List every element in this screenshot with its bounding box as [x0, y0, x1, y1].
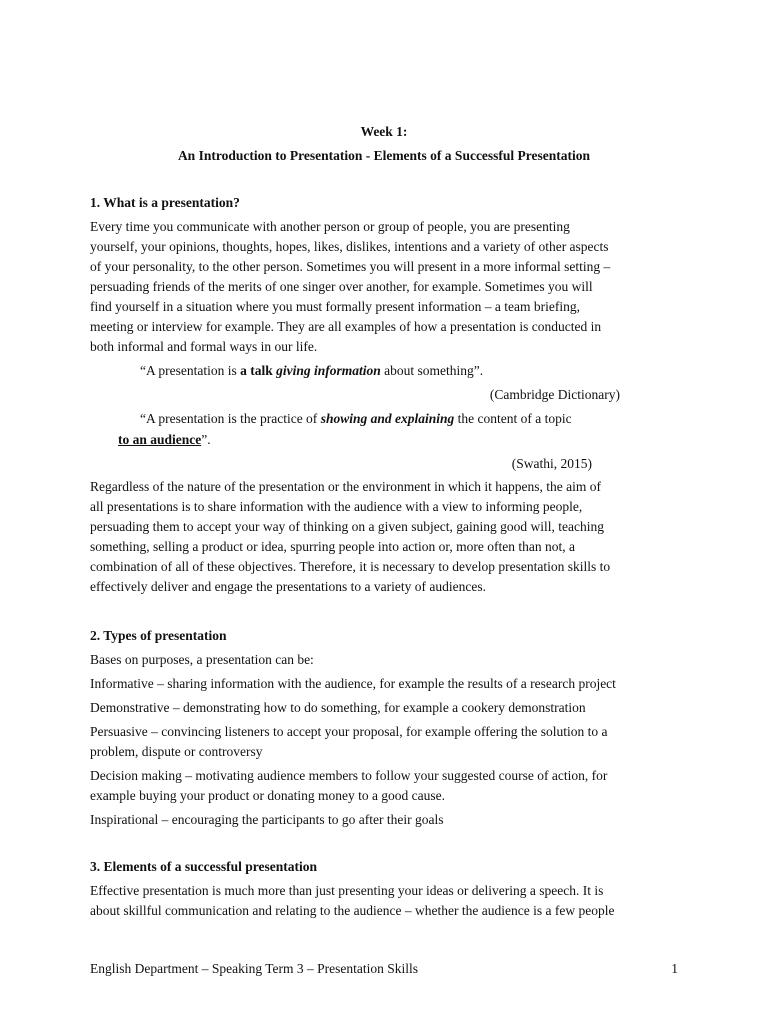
- body-line: Regardless of the nature of the presentation or the environment in which it happens, the aim of: [90, 479, 601, 494]
- section-1-heading: 1. What is a presentation?: [90, 195, 240, 210]
- presentation-type-item: Inspirational – encouraging the participants to go after their goals: [90, 812, 444, 827]
- body-line: combination of all of these objectives. Therefore, it is necessary to develop presentation skills to: [90, 559, 611, 574]
- quote-source-swathi: (Swathi, 2015): [511, 456, 592, 471]
- body-line: yourself, your opinions, thoughts, hopes, likes, dislikes, intentions and a variety of other aspects: [90, 239, 609, 254]
- presentation-type-item-cont: problem, dispute or controversy: [90, 744, 263, 759]
- page-number: 1: [671, 961, 678, 976]
- body-line: something, selling a product or idea, spurring people into action or, more often than not, a: [90, 539, 575, 554]
- definition-quote-swathi-line2: to an audience”.: [118, 432, 211, 447]
- document-title: An Introduction to Presentation - Elements of a Successful Presentation: [177, 148, 591, 163]
- presentation-type-item: Decision making – motivating audience members to follow your suggested course of action, for: [90, 768, 608, 783]
- presentation-type-item: Persuasive – convincing listeners to accept your proposal, for example offering the solution to a: [90, 724, 608, 739]
- week-label: Week 1:: [360, 124, 408, 139]
- body-line: effectively deliver and engage the presentations to a variety of audiences.: [90, 579, 486, 594]
- section-2-heading: 2. Types of presentation: [90, 628, 227, 643]
- quote-source-cambridge: (Cambridge Dictionary): [489, 387, 620, 402]
- body-line: about skillful communication and relating to the audience – whether the audience is a few people: [90, 903, 615, 918]
- presentation-type-item-cont: example buying your product or donating money to a good cause.: [90, 788, 446, 803]
- body-line: meeting or interview for example. They are all examples of how a presentation is conducted in: [90, 319, 602, 334]
- body-line: persuading friends of the merits of one singer over another, for example. Sometimes you will: [90, 279, 593, 294]
- section-2-intro: Bases on purposes, a presentation can be:: [90, 652, 314, 667]
- body-line: all presentations is to share information with the audience with a view to informing people,: [90, 499, 583, 514]
- section-3-heading: 3. Elements of a successful presentation: [90, 859, 317, 874]
- presentation-type-item: Demonstrative – demonstrating how to do something, for example a cookery demonstration: [90, 700, 586, 715]
- definition-quote-cambridge: “A presentation is a talk giving information about something”.: [140, 363, 484, 378]
- body-line: Effective presentation is much more than just presenting your ideas or delivering a speech. It is: [90, 883, 604, 898]
- presentation-type-item: Informative – sharing information with the audience, for example the results of a research project: [90, 676, 616, 691]
- footer-text: English Department – Speaking Term 3 – Presentation Skills: [90, 961, 419, 976]
- body-line: persuading them to accept your way of thinking on a given subject, gaining good will, teaching: [90, 519, 605, 534]
- body-line: find yourself in a situation where you must formally present information – a team briefing,: [90, 299, 581, 314]
- body-line: of your personality, to the other person. Sometimes you will present in a more informal setting –: [90, 259, 611, 274]
- body-line: both informal and formal ways in our life.: [90, 339, 318, 354]
- body-line: Every time you communicate with another person or group of people, you are presenting: [90, 219, 570, 234]
- definition-quote-swathi: “A presentation is the practice of showing and explaining the content of a topic: [140, 411, 572, 426]
